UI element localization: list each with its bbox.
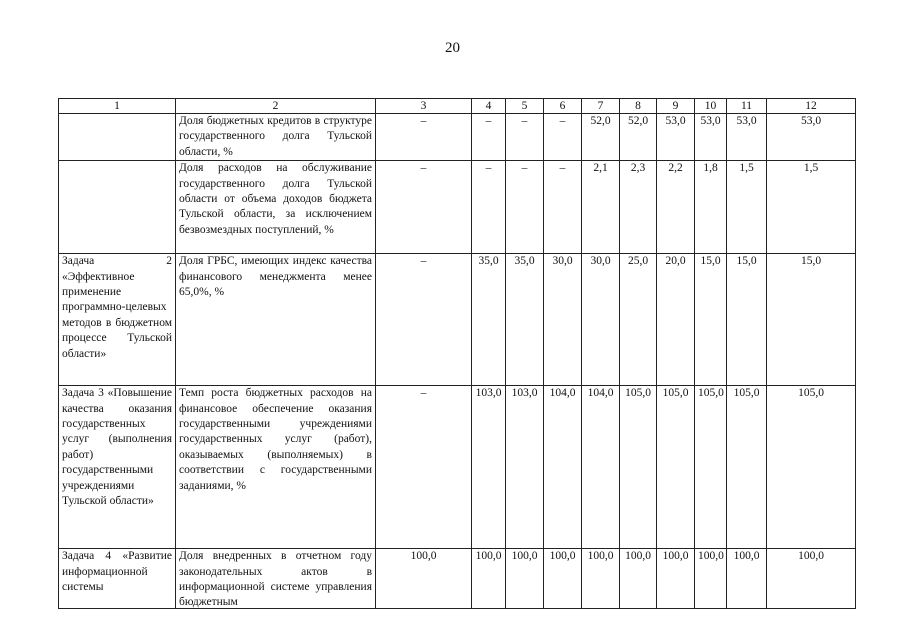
column-header: 4 <box>472 99 506 114</box>
value-cell: 105,0 <box>620 386 657 549</box>
table-row <box>59 114 856 161</box>
value-cell: 105,0 <box>727 386 767 549</box>
value-cell: – <box>376 114 472 161</box>
value-cell: 30,0 <box>544 254 582 386</box>
table-row <box>59 161 856 254</box>
value-cell: 25,0 <box>620 254 657 386</box>
column-header: 5 <box>506 99 544 114</box>
value-cell: 100,0 <box>376 549 472 609</box>
indicators-table <box>58 98 856 609</box>
indicator-text: Доля внедренных в отчетном году законодательных актов в информационной системе управления бюджетным <box>179 550 372 609</box>
value-cell: 100,0 <box>472 549 506 609</box>
column-header: 8 <box>620 99 657 114</box>
value-cell: – <box>376 386 472 549</box>
indicator-cell <box>176 549 376 609</box>
indicator-cell: Доля бюджетных кредитов в структуре государственного долга Тульской области, % <box>176 114 376 161</box>
value-cell: 2,2 <box>657 161 695 254</box>
value-cell: 100,0 <box>657 549 695 609</box>
value-cell: 104,0 <box>544 386 582 549</box>
page-number: 20 <box>445 40 460 56</box>
table-row <box>59 254 856 386</box>
column-header: 3 <box>376 99 472 114</box>
value-cell: 2,3 <box>620 161 657 254</box>
value-cell: 104,0 <box>582 386 620 549</box>
column-header: 6 <box>544 99 582 114</box>
value-cell: 100,0 <box>506 549 544 609</box>
value-cell: – <box>376 161 472 254</box>
column-header: 2 <box>176 99 376 114</box>
value-cell: 1,8 <box>695 161 727 254</box>
value-cell: 15,0 <box>767 254 856 386</box>
task-cell: Задача 3 «Повышение качества оказания государственных услуг (выполнения работ) государственными учреждениями Тульской области» <box>59 386 176 549</box>
value-cell: 100,0 <box>695 549 727 609</box>
value-cell: 100,0 <box>767 549 856 609</box>
column-header: 7 <box>582 99 620 114</box>
value-cell: 30,0 <box>582 254 620 386</box>
value-cell: 15,0 <box>695 254 727 386</box>
value-cell: 53,0 <box>657 114 695 161</box>
table-row <box>59 549 856 609</box>
value-cell: 100,0 <box>544 549 582 609</box>
value-cell: 103,0 <box>472 386 506 549</box>
task-cell <box>59 549 176 609</box>
indicator-cell: Доля расходов на обслуживание государственного долга Тульской области от объема доходов бюджета Тульской области, за исключением безвозмездных поступлений, % <box>176 161 376 254</box>
value-cell: 105,0 <box>695 386 727 549</box>
value-cell: 105,0 <box>767 386 856 549</box>
value-cell: 100,0 <box>727 549 767 609</box>
task-cell: Задача 2 «Эффективное применение программно-целевых методов в бюджетном процессе Тульской области» <box>59 254 176 386</box>
task-cell <box>59 161 176 254</box>
value-cell: 52,0 <box>620 114 657 161</box>
value-cell: 103,0 <box>506 386 544 549</box>
value-cell: 1,5 <box>727 161 767 254</box>
indicator-cell: Доля ГРБС, имеющих индекс качества финансового менеджмента менее 65,0%, % <box>176 254 376 386</box>
value-cell: 2,1 <box>582 161 620 254</box>
value-cell: – <box>544 161 582 254</box>
value-cell: 35,0 <box>472 254 506 386</box>
value-cell: 52,0 <box>582 114 620 161</box>
value-cell: 53,0 <box>767 114 856 161</box>
header-row <box>59 99 856 114</box>
value-cell: 20,0 <box>657 254 695 386</box>
column-header: 10 <box>695 99 727 114</box>
indicator-cell: Темп роста бюджетных расходов на финансовое обеспечение оказания государственными учреждениями государственных услуг (работ), оказываемых (выполняемых) в соответствии с государственными заданиями, % <box>176 386 376 549</box>
value-cell: 53,0 <box>727 114 767 161</box>
column-header: 12 <box>767 99 856 114</box>
value-cell: 35,0 <box>506 254 544 386</box>
value-cell: 53,0 <box>695 114 727 161</box>
column-header: 9 <box>657 99 695 114</box>
value-cell: 105,0 <box>657 386 695 549</box>
task-cell <box>59 114 176 161</box>
value-cell: – <box>472 114 506 161</box>
table-row <box>59 386 856 549</box>
value-cell: 100,0 <box>582 549 620 609</box>
value-cell: – <box>376 254 472 386</box>
column-header: 11 <box>727 99 767 114</box>
value-cell: – <box>506 161 544 254</box>
value-cell: 1,5 <box>767 161 856 254</box>
value-cell: – <box>506 114 544 161</box>
value-cell: – <box>544 114 582 161</box>
task-text: Задача 4 «Развитие информационной системы <box>62 550 172 594</box>
value-cell: 15,0 <box>727 254 767 386</box>
value-cell: 100,0 <box>620 549 657 609</box>
value-cell: – <box>472 161 506 254</box>
column-header: 1 <box>59 99 176 114</box>
